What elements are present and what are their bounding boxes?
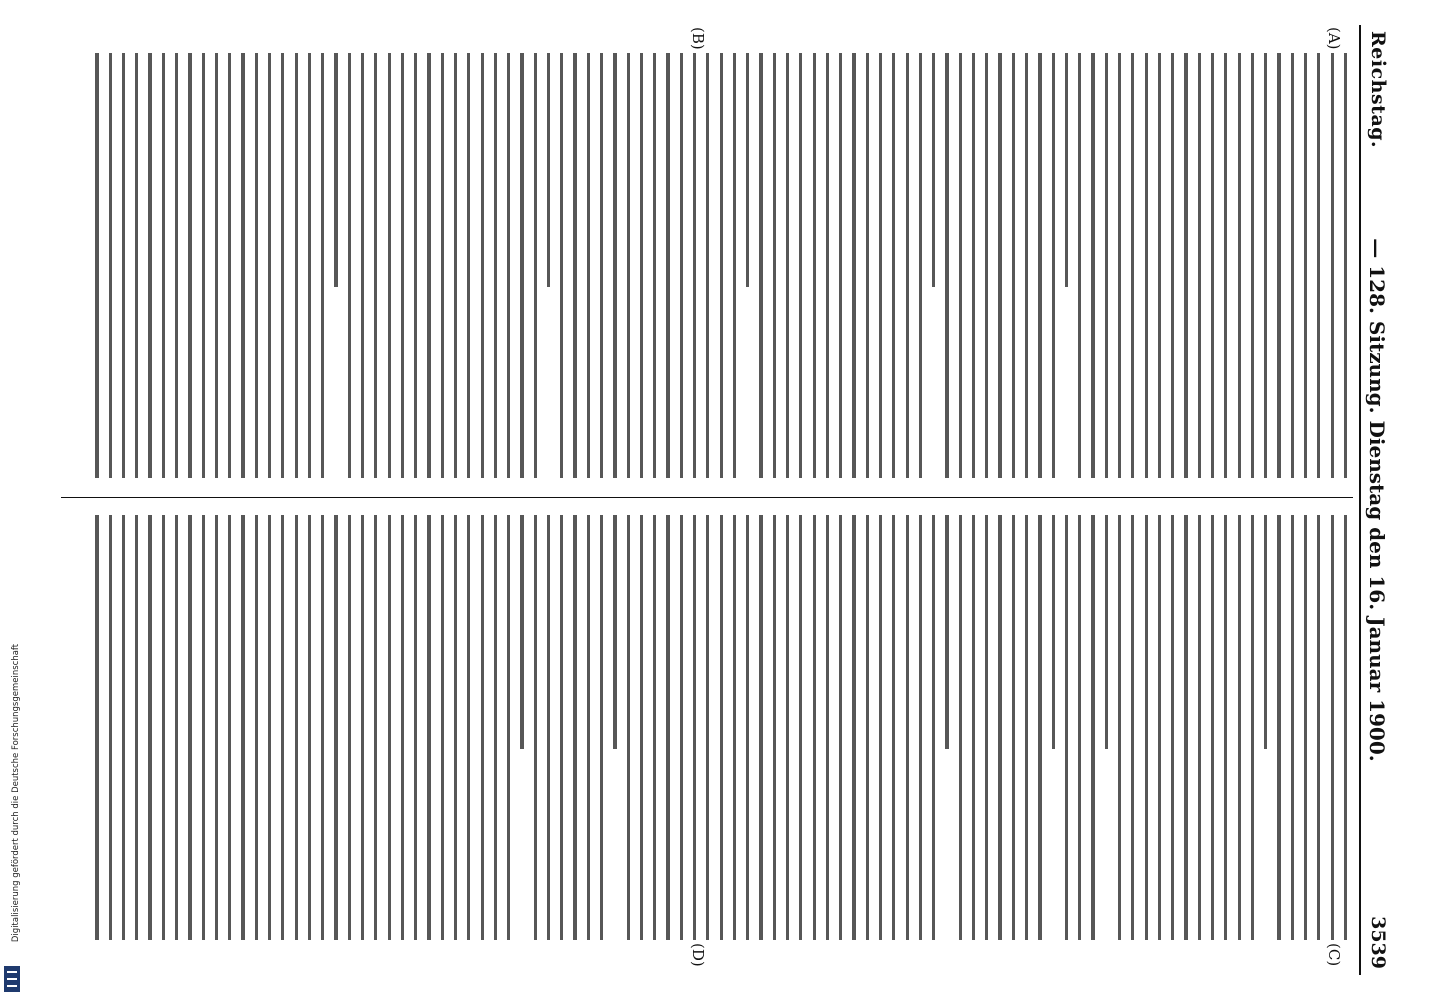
left-text-column [65,53,1347,478]
text-line-placeholder [454,515,457,940]
text-line-placeholder [600,53,603,478]
text-line-placeholder [733,515,736,940]
text-line-placeholder [1038,53,1041,478]
text-line-placeholder [175,515,178,940]
text-line-placeholder [401,515,404,940]
text-line-placeholder [95,515,98,940]
text-line-placeholder [693,515,696,940]
text-line-placeholder [427,515,430,940]
text-line-placeholder [1052,53,1055,478]
text-line-placeholder [1078,515,1081,940]
text-line-placeholder [786,53,789,478]
text-line-placeholder [999,53,1002,478]
text-line-placeholder [374,515,377,940]
text-line-placeholder [520,515,523,749]
text-line-placeholder [879,53,882,478]
margin-marker-c: (C) [1325,943,1343,967]
text-line-placeholder [481,53,484,478]
text-line-placeholder [759,515,762,940]
text-line-placeholder [135,515,138,940]
text-line-placeholder [1198,515,1201,940]
text-line-placeholder [560,53,563,478]
text-line-placeholder [308,53,311,478]
text-line-placeholder [414,515,417,940]
text-line-placeholder [826,515,829,940]
text-line-placeholder [1224,515,1227,940]
text-line-placeholder [374,53,377,478]
text-line-placeholder [932,515,935,940]
text-line-placeholder [321,515,324,940]
text-line-placeholder [906,515,909,940]
funding-credit [4,600,28,985]
text-line-placeholder [215,515,218,940]
text-line-placeholder [520,53,523,478]
text-line-placeholder [1184,53,1187,478]
text-line-placeholder [308,515,311,940]
text-line-placeholder [919,515,922,940]
text-line-placeholder [653,53,656,478]
text-line-placeholder [414,53,417,478]
text-line-placeholder [441,515,444,940]
text-line-placeholder [680,53,683,478]
margin-marker-a: (A) [1325,27,1343,50]
text-line-placeholder [1238,53,1241,478]
text-line-placeholder [892,53,895,478]
text-line-placeholder [972,53,975,478]
text-line-placeholder [1264,515,1267,749]
text-line-placeholder [1145,53,1148,478]
text-line-placeholder [1251,53,1254,478]
text-line-placeholder [587,53,590,478]
text-line-placeholder [879,515,882,940]
text-line-placeholder [826,53,829,478]
text-line-placeholder [627,515,630,940]
text-line-placeholder [1052,515,1055,749]
text-line-placeholder [1038,515,1041,940]
text-line-placeholder [1131,515,1134,940]
text-line-placeholder [228,515,231,940]
text-line-placeholder [1012,515,1015,940]
text-line-placeholder [401,53,404,478]
text-line-placeholder [1184,515,1187,940]
text-line-placeholder [547,53,550,287]
text-line-placeholder [427,53,430,478]
text-line-placeholder [866,515,869,940]
text-line-placeholder [720,53,723,478]
text-line-placeholder [813,53,816,478]
text-line-placeholder [1251,515,1254,940]
text-line-placeholder [972,515,975,940]
text-line-placeholder [746,53,749,287]
text-line-placeholder [999,515,1002,940]
text-line-placeholder [1105,53,1108,478]
text-line-placeholder [215,53,218,478]
text-line-placeholder [799,515,802,940]
text-line-placeholder [1317,515,1320,940]
text-line-placeholder [507,515,510,940]
text-line-placeholder [1304,515,1307,940]
text-line-placeholder [799,53,802,478]
right-text-column [65,515,1347,940]
text-line-placeholder [281,515,284,940]
text-line-placeholder [1344,515,1347,940]
text-line-placeholder [1291,53,1294,478]
text-line-placeholder [1091,53,1094,478]
text-line-placeholder [255,53,258,478]
text-line-placeholder [560,515,563,940]
text-line-placeholder [1158,53,1161,478]
text-line-placeholder [1211,53,1214,478]
text-line-placeholder [467,53,470,478]
text-line-placeholder [388,53,391,478]
text-line-placeholder [109,515,112,940]
text-line-placeholder [281,53,284,478]
text-line-placeholder [574,515,577,940]
text-line-placeholder [348,53,351,478]
column-divider [61,497,1353,498]
text-line-placeholder [706,515,709,940]
text-line-placeholder [852,515,855,940]
text-line-placeholder [1264,53,1267,478]
text-line-placeholder [1118,515,1121,940]
text-line-placeholder [1091,515,1094,940]
text-line-placeholder [228,53,231,478]
text-line-placeholder [494,515,497,940]
text-line-placeholder [959,53,962,478]
text-line-placeholder [95,53,98,478]
text-line-placeholder [268,515,271,940]
text-line-placeholder [388,515,391,940]
text-line-placeholder [666,53,669,478]
text-line-placeholder [334,515,337,940]
text-line-placeholder [149,53,152,478]
text-line-placeholder [454,53,457,478]
dfg-logo-icon [4,966,20,992]
text-line-placeholder [680,515,683,940]
text-line-placeholder [839,53,842,478]
text-line-placeholder [866,53,869,478]
text-line-placeholder [892,515,895,940]
text-line-placeholder [746,515,749,940]
text-line-placeholder [932,53,935,287]
text-line-placeholder [706,53,709,478]
text-line-placeholder [852,53,855,478]
text-line-placeholder [507,53,510,478]
text-line-placeholder [1238,515,1241,940]
text-line-placeholder [1171,515,1174,940]
text-line-placeholder [839,515,842,940]
page-number: 3539 [1367,916,1389,969]
text-line-placeholder [175,53,178,478]
text-line-placeholder [1145,515,1148,940]
text-line-placeholder [653,515,656,940]
text-line-placeholder [1158,515,1161,940]
text-line-placeholder [959,515,962,940]
text-line-placeholder [547,515,550,940]
text-line-placeholder [295,515,298,940]
running-header [1359,25,1395,975]
text-line-placeholder [334,53,337,287]
text-line-placeholder [109,53,112,478]
text-line-placeholder [574,53,577,478]
margin-marker-d: (D) [689,943,707,967]
text-line-placeholder [241,515,244,940]
text-line-placeholder [985,53,988,478]
text-line-placeholder [467,515,470,940]
text-line-placeholder [666,515,669,940]
text-line-placeholder [1304,53,1307,478]
text-line-placeholder [733,53,736,478]
text-line-placeholder [813,515,816,940]
text-line-placeholder [1065,53,1068,287]
text-line-placeholder [693,53,696,478]
text-line-placeholder [1277,515,1280,940]
text-line-placeholder [1344,53,1347,478]
text-line-placeholder [773,515,776,940]
text-line-placeholder [613,53,616,478]
text-line-placeholder [906,53,909,478]
text-line-placeholder [122,53,125,478]
text-line-placeholder [1025,53,1028,478]
text-line-placeholder [534,515,537,940]
text-line-placeholder [494,53,497,478]
text-line-placeholder [202,53,205,478]
text-line-placeholder [1118,53,1121,478]
text-line-placeholder [241,53,244,478]
margin-marker-b: (B) [689,27,707,50]
text-line-placeholder [1065,515,1068,940]
text-line-placeholder [122,515,125,940]
text-line-placeholder [295,53,298,478]
text-line-placeholder [162,515,165,940]
text-line-placeholder [1025,515,1028,940]
text-line-placeholder [534,53,537,478]
text-line-placeholder [1224,53,1227,478]
text-line-placeholder [1317,53,1320,478]
text-line-placeholder [1105,515,1108,749]
text-line-placeholder [1291,515,1294,940]
text-line-placeholder [1331,515,1334,940]
text-line-placeholder [985,515,988,940]
text-line-placeholder [613,515,616,749]
text-line-placeholder [759,53,762,478]
text-line-placeholder [1012,53,1015,478]
header-center: — 128. Sitzung. Dienstag den 16. Januar 1900. [1365,238,1389,762]
text-line-placeholder [773,53,776,478]
text-line-placeholder [1171,53,1174,478]
text-line-placeholder [1277,53,1280,478]
text-line-placeholder [1331,53,1334,478]
text-line-placeholder [1131,53,1134,478]
document-page [55,25,1395,975]
text-line-placeholder [268,53,271,478]
text-line-placeholder [135,53,138,478]
header-left: Reichstag. [1367,31,1389,149]
text-line-placeholder [149,515,152,940]
text-line-placeholder [1078,53,1081,478]
text-line-placeholder [188,53,191,478]
text-line-placeholder [587,515,590,940]
text-line-placeholder [640,515,643,940]
text-line-placeholder [640,53,643,478]
text-line-placeholder [188,515,191,940]
text-line-placeholder [255,515,258,940]
text-line-placeholder [1211,515,1214,940]
text-line-placeholder [361,515,364,940]
text-line-placeholder [348,515,351,940]
funding-credit-text: Digitalisierung gefördert durch die Deutsche Forschungsgemeinschaft [11,643,21,942]
text-line-placeholder [919,53,922,478]
text-line-placeholder [441,53,444,478]
text-line-placeholder [202,515,205,940]
text-line-placeholder [321,53,324,478]
text-line-placeholder [945,515,948,749]
text-line-placeholder [481,515,484,940]
text-line-placeholder [600,515,603,940]
text-line-placeholder [1198,53,1201,478]
text-line-placeholder [162,53,165,478]
text-line-placeholder [627,53,630,478]
text-line-placeholder [786,515,789,940]
text-line-placeholder [361,53,364,478]
text-line-placeholder [945,53,948,478]
text-line-placeholder [720,515,723,940]
